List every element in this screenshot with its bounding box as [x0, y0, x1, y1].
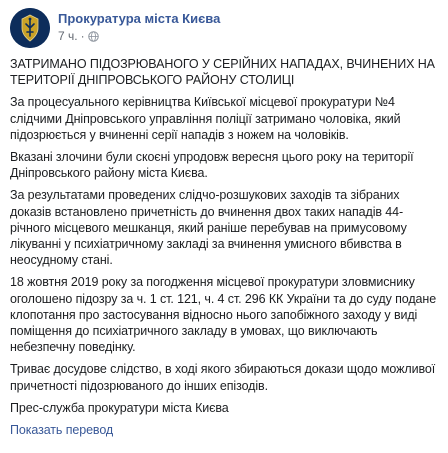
globe-icon[interactable] — [88, 31, 99, 42]
post-meta — [58, 29, 220, 44]
post-paragraph: Триває досудове слідство, в ході якого збираються докази щодо можливої причетності підозрюваного до інших епізодів. — [10, 362, 436, 393]
post-paragraph: За процесуального керівництва Київської місцевої прокуратури №4 слідчими Дніпровського управління поліції затримано чоловіка, який підозрюється у вчиненні серії нападів з ножем на чоловіків. — [10, 95, 401, 142]
post-paragraph: За результатами проведених слідчо-розшукових заходів та зібраних доказів встановлено причетність до вчинення двох таких нападів 44-річного місцевого мешканця, який раніше перебував на примусовому лікуванні у психіатричному закладі за вчинення умисного вбивства в неосудному стані. — [10, 188, 407, 268]
meta-separator: · — [80, 29, 85, 43]
header-text — [58, 8, 220, 44]
post-headline: ЗАТРИМАНО ПІДОЗРЮВАНОГО У СЕРІЙНИХ НАПАДАХ, ВЧИНЕНИХ НА ТЕРИТОРІЇ ДНІПРОВСЬКОГО РАЙОНУ СТОЛИЦІ — [10, 57, 435, 88]
post-signature: Прес-служба прокуратури міста Києва — [10, 400, 229, 415]
post-header — [10, 8, 438, 48]
prosecutor-emblem-icon — [10, 8, 50, 48]
post-content — [10, 56, 438, 438]
post-paragraph: 18 жовтня 2019 року за погодження місцевої прокуратури зловмиснику оголошено підозру за ч. 1 ст. 121, ч. 4 ст. 296 КК України та до суду подане клопотання про застосування відносно нього запобіжного заходу у виді поміщення до психіатричного закладу в умовах, що виключають небезпечну поведінку. — [10, 275, 437, 355]
see-translation-link[interactable]: Показать перевод — [10, 423, 114, 438]
page-avatar[interactable] — [10, 8, 50, 48]
post-paragraph: Вказані злочини були скоєні упродовж вересня цього року на території Дніпровського району міста Києва. — [10, 150, 414, 181]
post-timestamp[interactable]: 7 ч. — [58, 29, 78, 43]
page-name-link[interactable]: Прокуратура міста Києва — [58, 11, 221, 26]
